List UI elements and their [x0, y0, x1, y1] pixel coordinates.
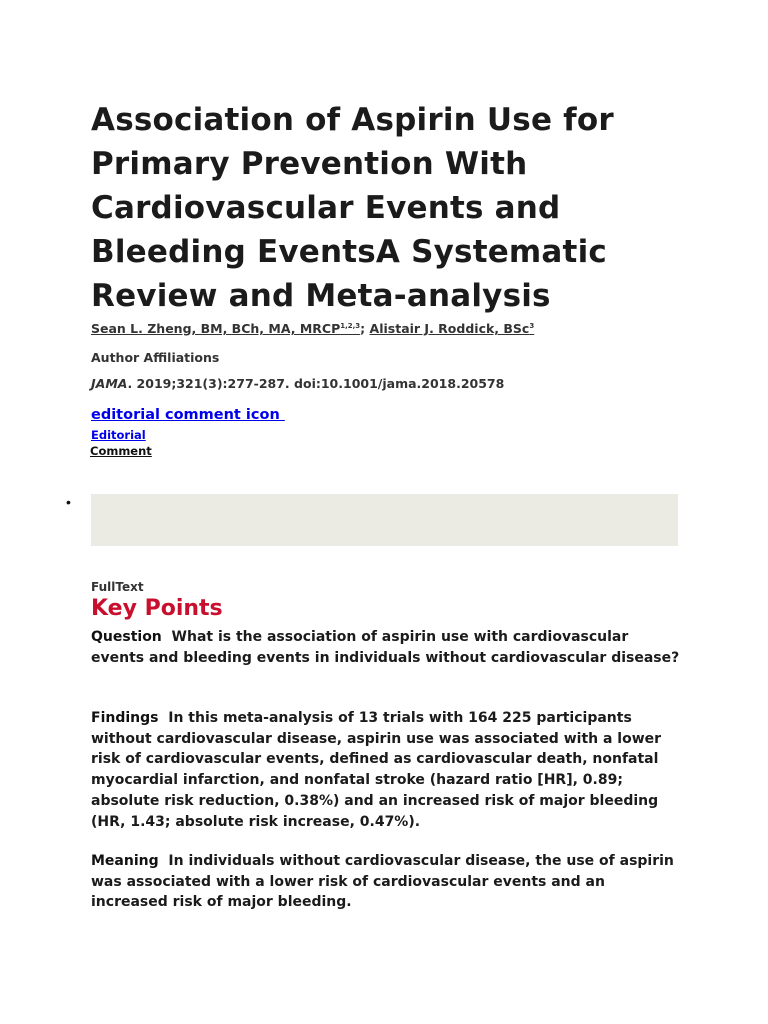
affiliation-sup: 1,2,3	[340, 321, 361, 330]
key-point-meaning	[91, 851, 681, 913]
author-list	[91, 321, 534, 336]
question-text: What is the association of aspirin use with cardiovascular events and bleeding events in individuals without cardiovascular disease?	[91, 629, 680, 666]
author-link-roddick[interactable]: Alistair J. Roddick, BSc$^3$	[369, 321, 535, 336]
meaning-label: Meaning	[91, 853, 159, 869]
article-tools-banner	[91, 494, 678, 546]
banner-notch	[70, 510, 91, 546]
citation	[91, 376, 504, 391]
affiliation-sup: 3	[529, 321, 535, 330]
findings-label: Findings	[91, 710, 159, 726]
key-point-findings	[91, 708, 681, 832]
citation-details: . 2019;321(3):277-287. doi:10.1001/jama.2018.20578	[127, 376, 505, 391]
key-point-question	[91, 627, 681, 668]
findings-text: In this meta-analysis of 13 trials with 164 225 participants without cardiovascular disease, aspirin use was associated with a lower risk of cardiovascular events, defined as cardiovascular death, nonfatal myocardial infarction, and nonfatal stroke (hazard ratio [HR], 0.89; absolute risk reduction, 0.38%) and an increased risk of major bleeding (HR, 1.43; absolute risk increase, 0.47%).	[91, 710, 662, 830]
question-label: Question	[91, 629, 162, 645]
article-title: Association of Aspirin Use for Primary Prevention With Cardiovascular Events and Bleeding EventsA Systematic Review and Meta-analysis	[91, 102, 614, 314]
key-points-heading: Key Points	[91, 596, 223, 621]
author-affiliations-toggle[interactable]: Author Affiliations	[91, 350, 220, 365]
author-link-zheng[interactable]: Sean L. Zheng, BM, BCh, MA, MRCP$^{1,2,3}$	[91, 321, 361, 336]
author-separator: ;	[360, 321, 370, 336]
meaning-text: In individuals without cardiovascular disease, the use of aspirin was associated with a lower risk of cardiovascular events and an increased risk of major bleeding.	[91, 853, 674, 911]
comment-link[interactable]: Comment	[90, 444, 152, 458]
fulltext-label: FullText	[91, 580, 144, 594]
list-bullet: •	[66, 494, 71, 510]
editorial-comment-icon-link[interactable]: editorial comment icon	[91, 407, 285, 423]
editorial-link[interactable]: Editorial	[91, 428, 146, 442]
journal-name: JAMA	[91, 376, 128, 391]
